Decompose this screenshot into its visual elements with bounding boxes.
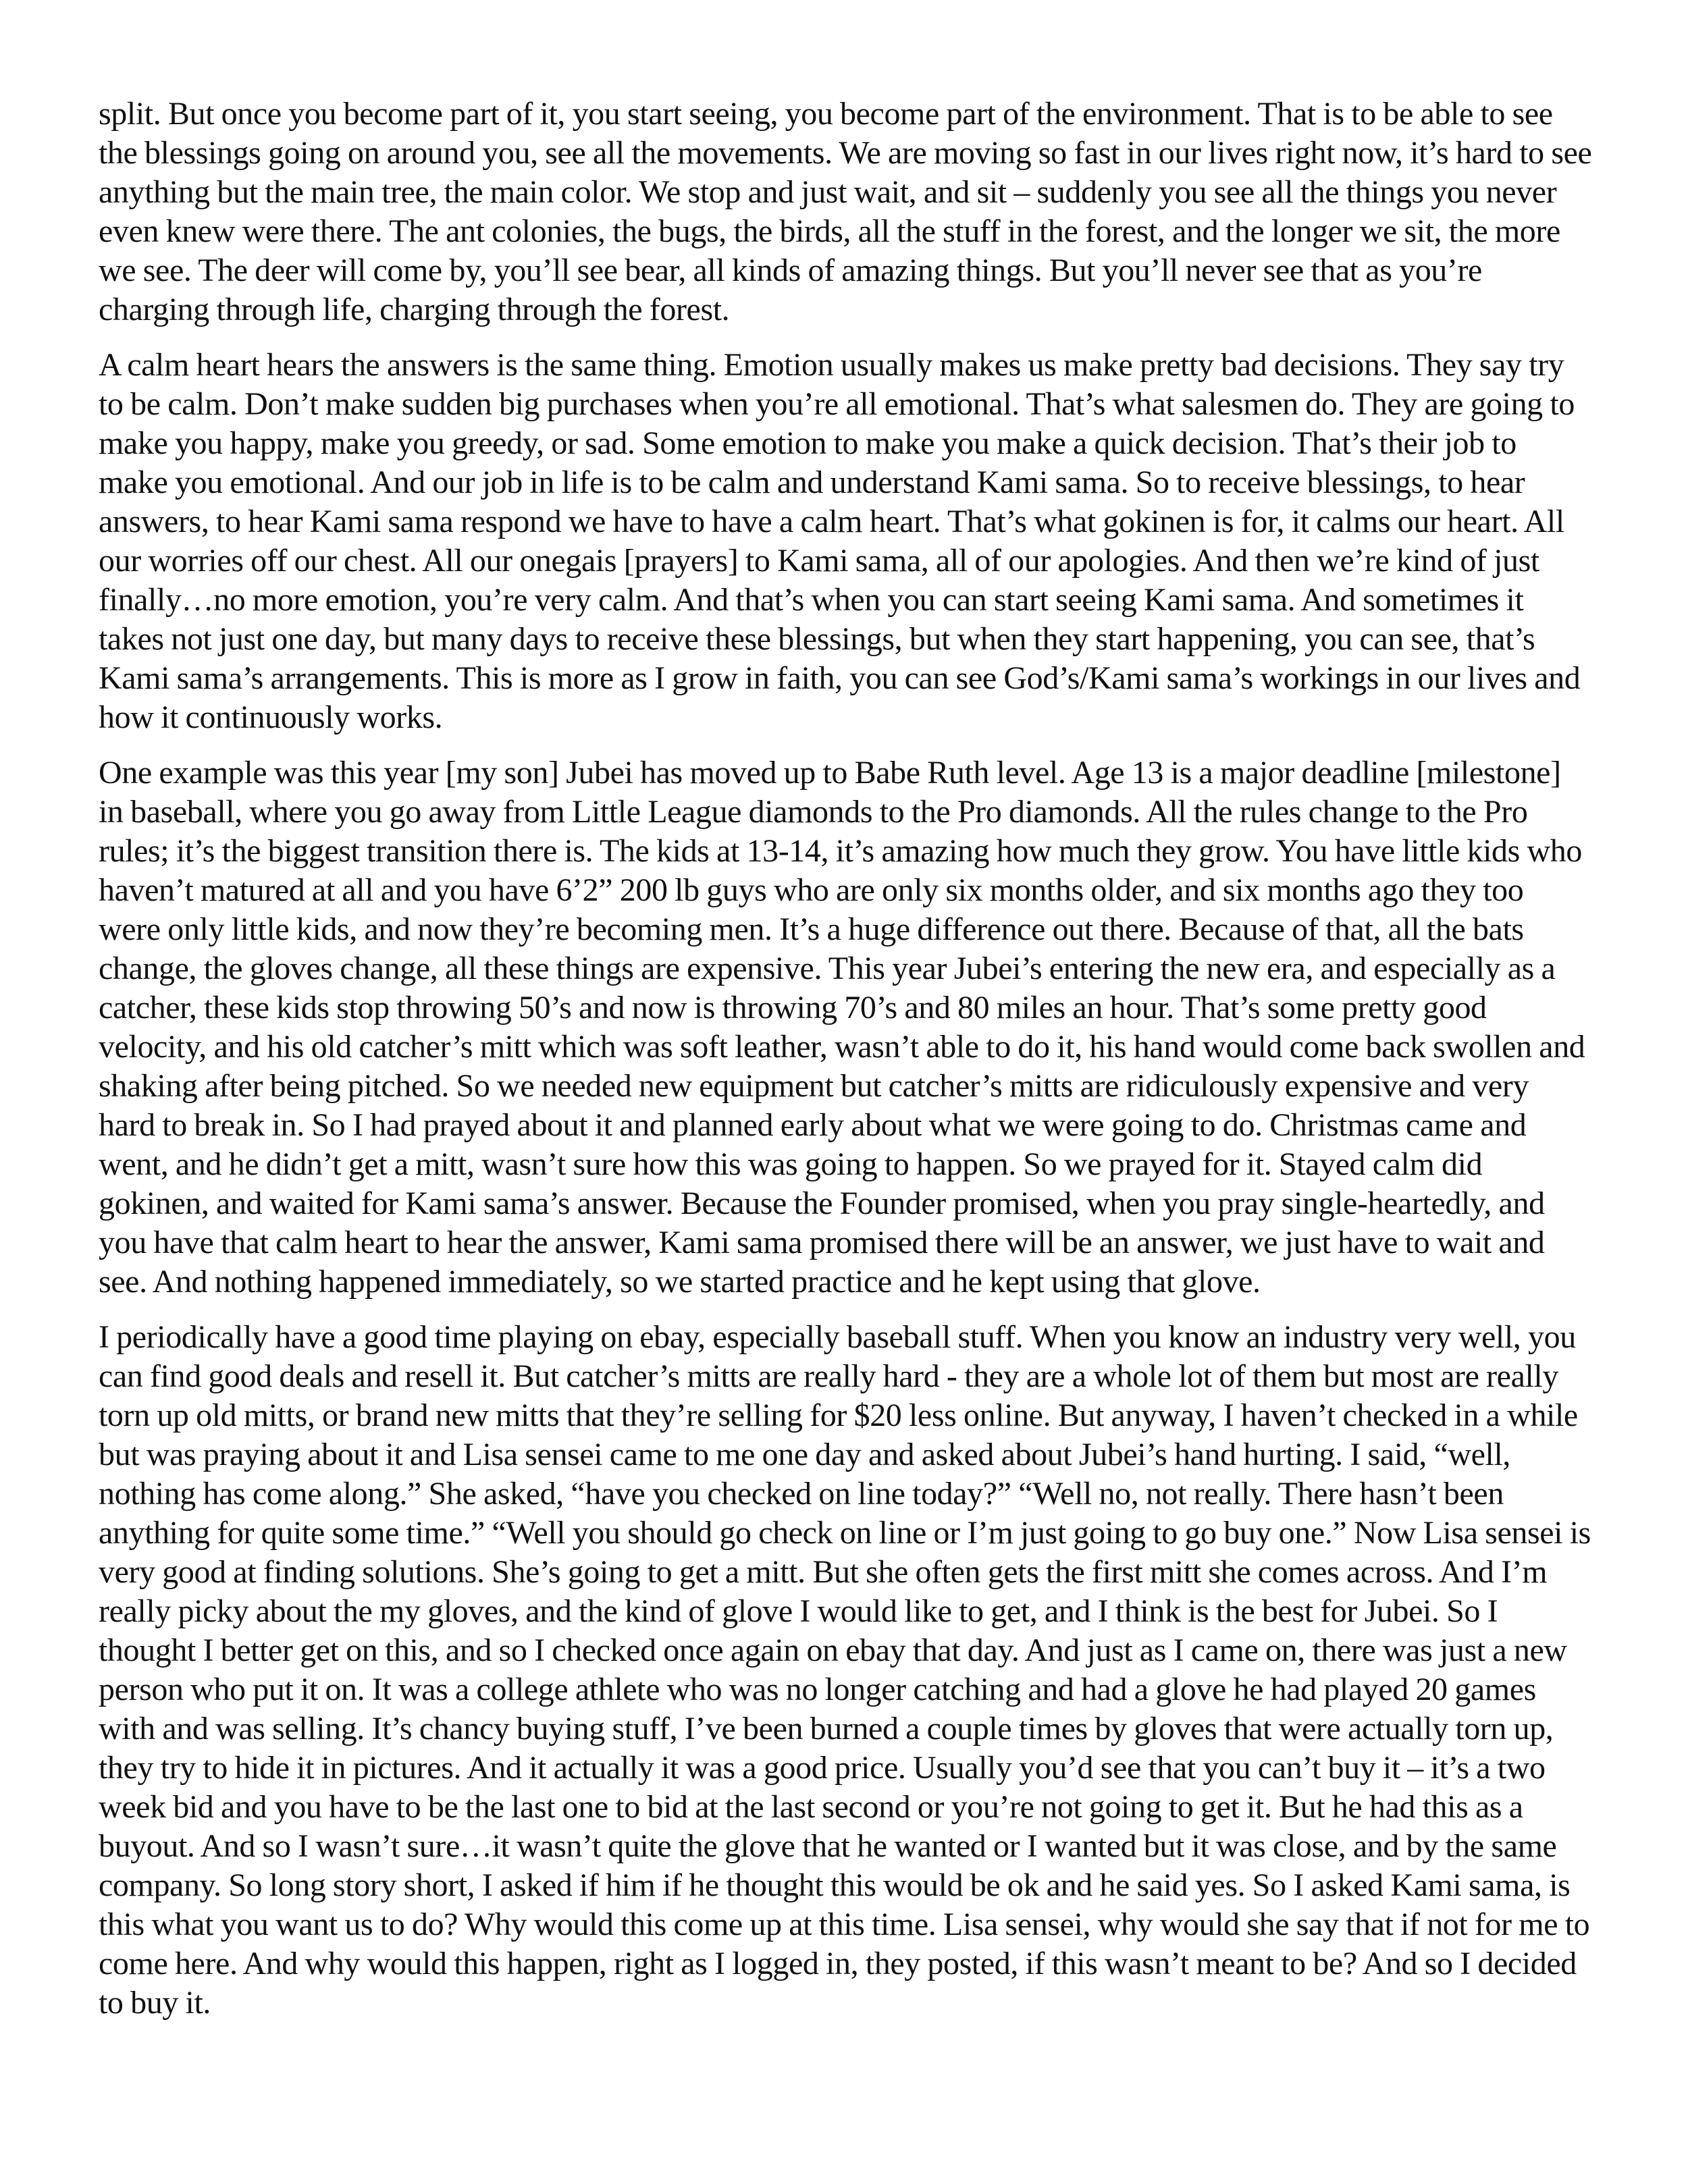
- paragraph-calm-heart: A calm heart hears the answers is the same thing. Emotion usually makes us make pretty bad decisions. They say try to be calm. Don’t make sudden big purchases when you’re all emotional. That’s what salesmen do. They are going to make you happy, make you greedy, or sad. Some emotion to make you make a quick decision. That’s their job to make you emotional. And our job in life is to be calm and understand Kami sama. So to receive blessings, to hear answers, to hear Kami sama respond we have to have a calm heart. That’s what gokinen is for, it calms our heart. All our worries off our chest. All our onegais [prayers] to Kami sama, all of our apologies. And then we’re kind of just finally…no more emotion, you’re very calm. And that’s when you can start seeing Kami sama. And sometimes it takes not just one day, but many days to receive these blessings, but when they start happening, you can see, that’s Kami sama’s arrangements. This is more as I grow in faith, you can see God’s/Kami sama’s workings in our lives and how it continuously works.: [99, 347, 1581, 735]
- paragraph-babe-ruth: One example was this year [my son] Jubei has moved up to Babe Ruth level. Age 13 is a major deadline [milestone] in baseball, where you go away from Little League diamonds to the Pro diamonds. All the rules change to the Pro rules; it’s the biggest transition there is. The kids at 13-14, it’s amazing how much they grow. You have little kids who haven’t matured at all and you have 6’2” 200 lb guys who are only six months older, and six months ago they too were only little kids, and now they’re becoming men. It’s a huge difference out there. Because of that, all the bats change, the gloves change, all these things are expensive. This year Jubei’s entering the new era, and especially as a catcher, these kids stop throwing 50’s and now is throwing 70’s and 80 miles an hour. That’s some pretty good velocity, and his old catcher’s mitt which was soft leather, wasn’t able to do it, his hand would come back swollen and shaking after being pitched. So we needed new equipment but catcher’s mitts are ridiculously expensive and very hard to break in. So I had prayed about it and planned early about what we were going to do. Christmas came and went, and he didn’t get a mitt, wasn’t sure how this was going to happen. So we prayed for it. Stayed calm did gokinen, and waited for Kami sama’s answer. Because the Founder promised, when you pray single-heartedly, and you have that calm heart to hear the answer, Kami sama promised there will be an answer, we just have to wait and see. And nothing happened immediately, so we started practice and he kept using that glove.: [99, 755, 1585, 1300]
- paragraph-forest: split. But once you become part of it, you start seeing, you become part of the environment. That is to be able to see the blessings going on around you, see all the movements. We are moving so fast in our lives right now, it’s hard to see anything but the main tree, the main color. We stop and just wait, and sit – suddenly you see all the things you never even knew were there. The ant colonies, the bugs, the birds, all the stuff in the forest, and the longer we sit, the more we see. The deer will come by, you’ll see bear, all kinds of amazing things. But you’ll never see that as you’re charging through life, charging through the forest.: [99, 96, 1592, 327]
- document-body: [99, 95, 1592, 2039]
- paragraph-ebay-mitt: I periodically have a good time playing on ebay, especially baseball stuff. When you know an industry very well, you can find good deals and resell it. But catcher’s mitts are really hard - they are a whole lot of them but most are really torn up old mitts, or brand new mitts that they’re selling for $20 less online. But anyway, I haven’t checked in a while but was praying about it and Lisa sensei came to me one day and asked about Jubei’s hand hurting. I said, “well, nothing has come along.” She asked, “have you checked on line today?” “Well no, not really. There hasn’t been anything for quite some time.” “Well you should go check on line or I’m just going to go buy one.” Now Lisa sensei is very good at finding solutions. She’s going to get a mitt. But she often gets the first mitt she comes across. And I’m really picky about the my gloves, and the kind of glove I would like to get, and I think is the best for Jubei. So I thought I better get on this, and so I checked once again on ebay that day. And just as I came on, there was just a new person who put it on. It was a college athlete who was no longer catching and had a glove he had played 20 games with and was selling. It’s chancy buying stuff, I’ve been burned a couple times by gloves that were actually torn up, they try to hide it in pictures. And it actually it was a good price. Usually you’d see that you can’t buy it – it’s a two week bid and you have to be the last one to bid at the last second or you’re not going to get it. But he had this as a buyout. And so I wasn’t sure…it wasn’t quite the glove that he wanted or I wanted but it was close, and by the same company. So long story short, I asked if him if he thought this would be ok and he said yes. So I asked Kami sama, is this what you want us to do? Why would this come up at this time. Lisa sensei, why would she say that if not for me to come here. And why would this happen, right as I logged in, they posted, if this wasn’t meant to be? And so I decided to buy it.: [99, 1319, 1591, 2021]
